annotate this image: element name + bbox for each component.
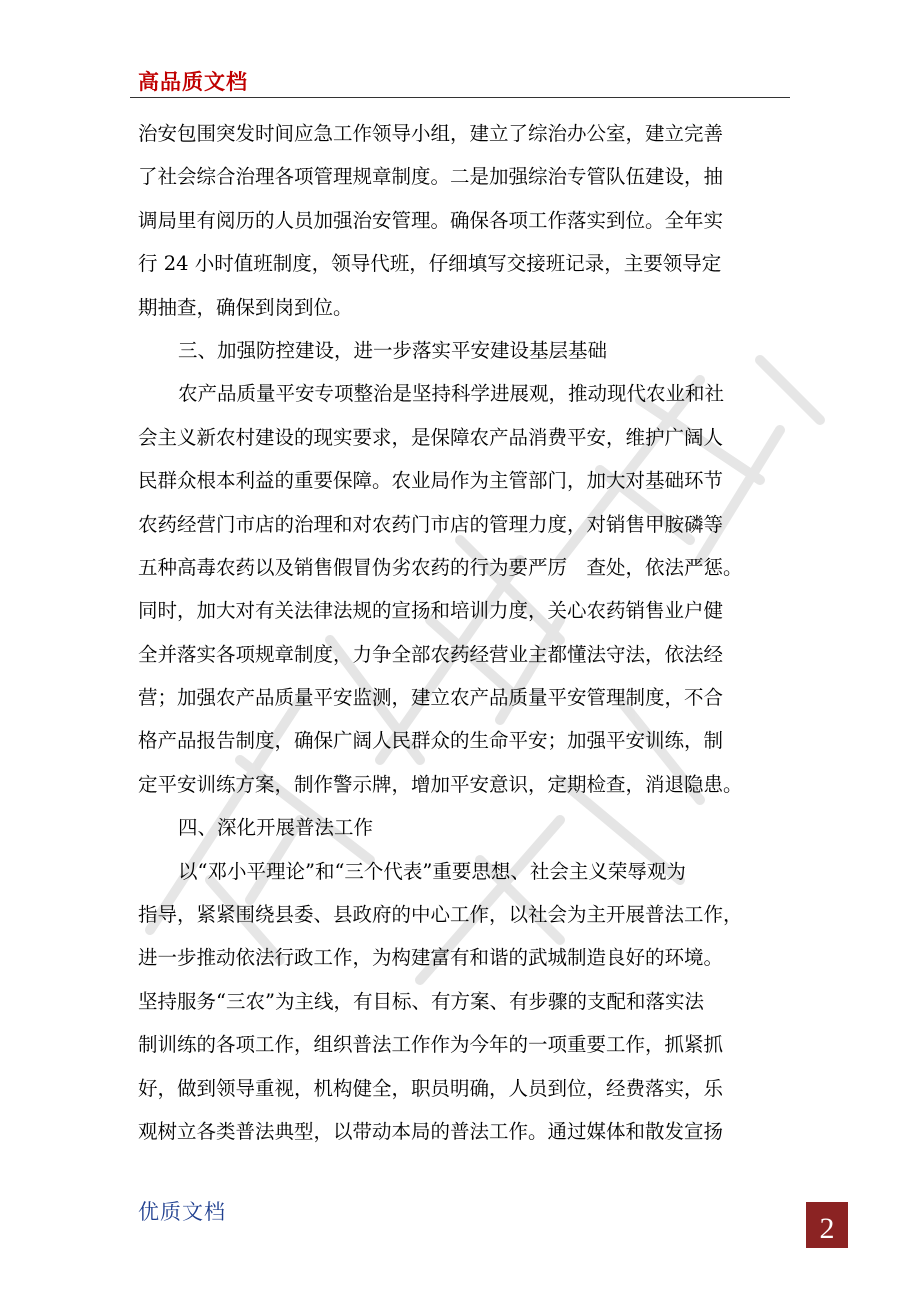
body-line: 期抽查，确保到岗到位。 [138,295,353,319]
body-line: 以“邓小平理论”和“三个代表”重要思想、社会主义荣辱观为 [178,859,686,883]
body-line: 全并落实各项规章制度，力争全部农药经营业主都懂法守法，依法经 [138,642,724,666]
body-line: 格产品报告制度，确保广阔人民群众的生命平安；加强平安训练，制 [138,729,724,753]
body-line: 农产品质量平安专项整治是坚持科学进展观，推动现代农业和社 [178,382,725,406]
body-line: 民群众根本利益的重要保障。农业局作为主管部门，加大对基础环节 [138,469,724,493]
body-line: 行 24 小时值班制度，领导代班，仔细填写交接班记录，主要领导定 [138,252,722,276]
body-line: 坚持服务“三农”为主线，有目标、有方案、有步骤的支配和落实法 [138,989,704,1013]
body-line: 调局里有阅历的人员加强治安管理。确保各项工作落实到位。全年实 [138,208,724,232]
header-divider [130,97,790,98]
header-title: 高品质文档 [138,70,248,94]
page-number-badge [806,1202,848,1246]
body-line: 同时，加大对有关法律法规的宣扬和培训力度，关心农药销售业户健 [138,599,724,623]
body-line: 制训练的各项工作，组织普法工作作为今年的一项重要工作，抓紧抓 [138,1033,724,1057]
body-line: 治安包围突发时间应急工作领导小组，建立了综治办公室，建立完善 [138,122,724,145]
section-heading: 三、加强防控建设，进一步落实平安建设基层基础 [178,338,608,362]
document-body [138,112,798,1153]
body-line: 营；加强农产品质量平安监测，建立农产品质量平安管理制度，不合 [138,686,724,710]
body-line: 了社会综合治理各项管理规章制度。二是加强综治专管队伍建设，抽 [138,165,724,189]
footer-divider [806,1246,848,1248]
body-line: 进一步推动依法行政工作，为构建富有和谐的武城制造良好的环境。 [138,946,724,970]
page-number: 2 [819,1212,835,1245]
body-line: 好，做到领导重视，机构健全，职员明确，人员到位，经费落实，乐 [138,1076,724,1100]
body-line: 五种高毒农药以及销售假冒伪劣农药的行为要严厉 查处，依法严惩。 [138,555,743,579]
body-line: 定平安训练方案，制作警示牌，增加平安意识，定期检查，消退隐患。 [138,772,743,796]
body-line: 会主义新农村建设的现实要求，是保障农产品消费平安，维护广阔人 [138,425,724,449]
section-heading: 四、深化开展普法工作 [178,816,374,840]
body-line: 指导，紧紧围绕县委、县政府的中心工作，以社会为主开展普法工作， [138,903,743,927]
body-line: 农药经营门市店的治理和对农药门市店的管理力度，对销售甲胺磷等 [138,512,724,536]
body-line: 观树立各类普法典型，以带动本局的普法工作。通过媒体和散发宣扬 [138,1119,724,1143]
footer-title: 优质文档 [138,1200,226,1224]
